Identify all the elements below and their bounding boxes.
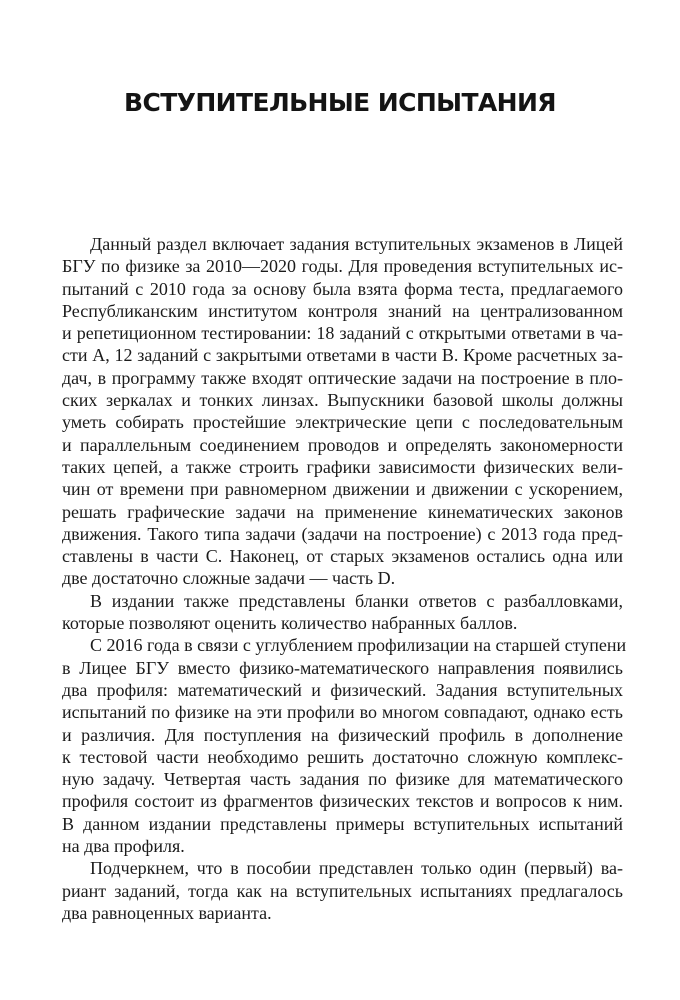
paragraph <box>0 857 680 924</box>
text-line: две достаточно сложные задачи — часть D. <box>62 568 396 589</box>
text-line: Данный раздел включает задания вступительных экзаменов в Лицей <box>90 234 623 254</box>
paragraph <box>0 233 680 590</box>
body-text <box>0 233 680 924</box>
paragraph <box>0 590 680 635</box>
text-line: риант заданий, тогда как на вступительных испытаниях предлагалось <box>62 880 623 901</box>
text-line: ских зеркалах и тонких линзах. Выпускники базовой школы должны <box>62 390 623 411</box>
text-line: В издании также представлены бланки ответов с разбалловками, <box>90 590 623 611</box>
text-line: и репетиционном тестировании: 18 заданий с открытыми ответами в ча- <box>62 323 623 344</box>
text-line: решать графические задачи на применение кинематических законов <box>62 501 623 522</box>
text-line: дач, в программу также входят оптические задачи на построение в пло- <box>62 367 623 388</box>
text-line: в Лицее БГУ вместо физико-математического направления появились <box>62 657 623 678</box>
text-line: и различия. Для поступления на физический профиль в дополнение <box>62 724 623 745</box>
text-line: чин от времени при равномерном движении и движении с ускорением, <box>62 479 623 500</box>
text-line: ставлены в части C. Наконец, от старых экзаменов остались одна или <box>62 546 623 567</box>
text-line: уметь собирать простейшие электрические цепи с последовательным <box>62 412 623 433</box>
text-line: два профиля: математический и физический. Задания вступительных <box>62 679 623 700</box>
text-line: к тестовой части необходимо решить достаточно сложную комплекс- <box>62 746 623 767</box>
text-line: Подчеркнем, что в пособии представлен только один (первый) ва- <box>90 858 623 879</box>
text-line: на два профиля. <box>62 836 185 857</box>
text-line: движения. Такого типа задачи (задачи на построение) с 2013 года пред- <box>62 523 623 544</box>
text-line: Республиканским институтом контроля знаний на централизованном <box>62 300 623 321</box>
text-line: профиля состоит из фрагментов физических текстов и вопросов к ним. <box>62 791 623 812</box>
text-line: С 2016 года в связи с углублением профилизации на старшей ступени <box>90 635 627 656</box>
text-line: ную задачу. Четвертая часть задания по физике для математического <box>62 769 623 790</box>
text-line: испытаний по физике на эти профили во многом совпадают, однако есть <box>62 702 623 723</box>
text-line: и параллельным соединением проводов и определять закономерности <box>62 434 623 455</box>
text-line: таких цепей, а также строить графики зависимости физических вели- <box>62 456 623 477</box>
paragraph <box>0 634 680 857</box>
text-line: пытаний с 2010 года за основу была взята форма теста, предлагаемого <box>62 278 623 299</box>
page-title: ВСТУПИТЕЛЬНЫЕ ИСПЫТАНИЯ <box>124 88 556 117</box>
text-line: В данном издании представлены примеры вступительных испытаний <box>62 813 623 834</box>
text-line: два равноценных варианта. <box>62 902 272 923</box>
text-line: сти A, 12 заданий с закрытыми ответами в части B. Кроме расчетных за- <box>62 345 623 366</box>
text-line: БГУ по физике за 2010—2020 годы. Для проведения вступительных ис- <box>62 256 623 277</box>
text-line: которые позволяют оценить количество набранных баллов. <box>62 613 518 634</box>
